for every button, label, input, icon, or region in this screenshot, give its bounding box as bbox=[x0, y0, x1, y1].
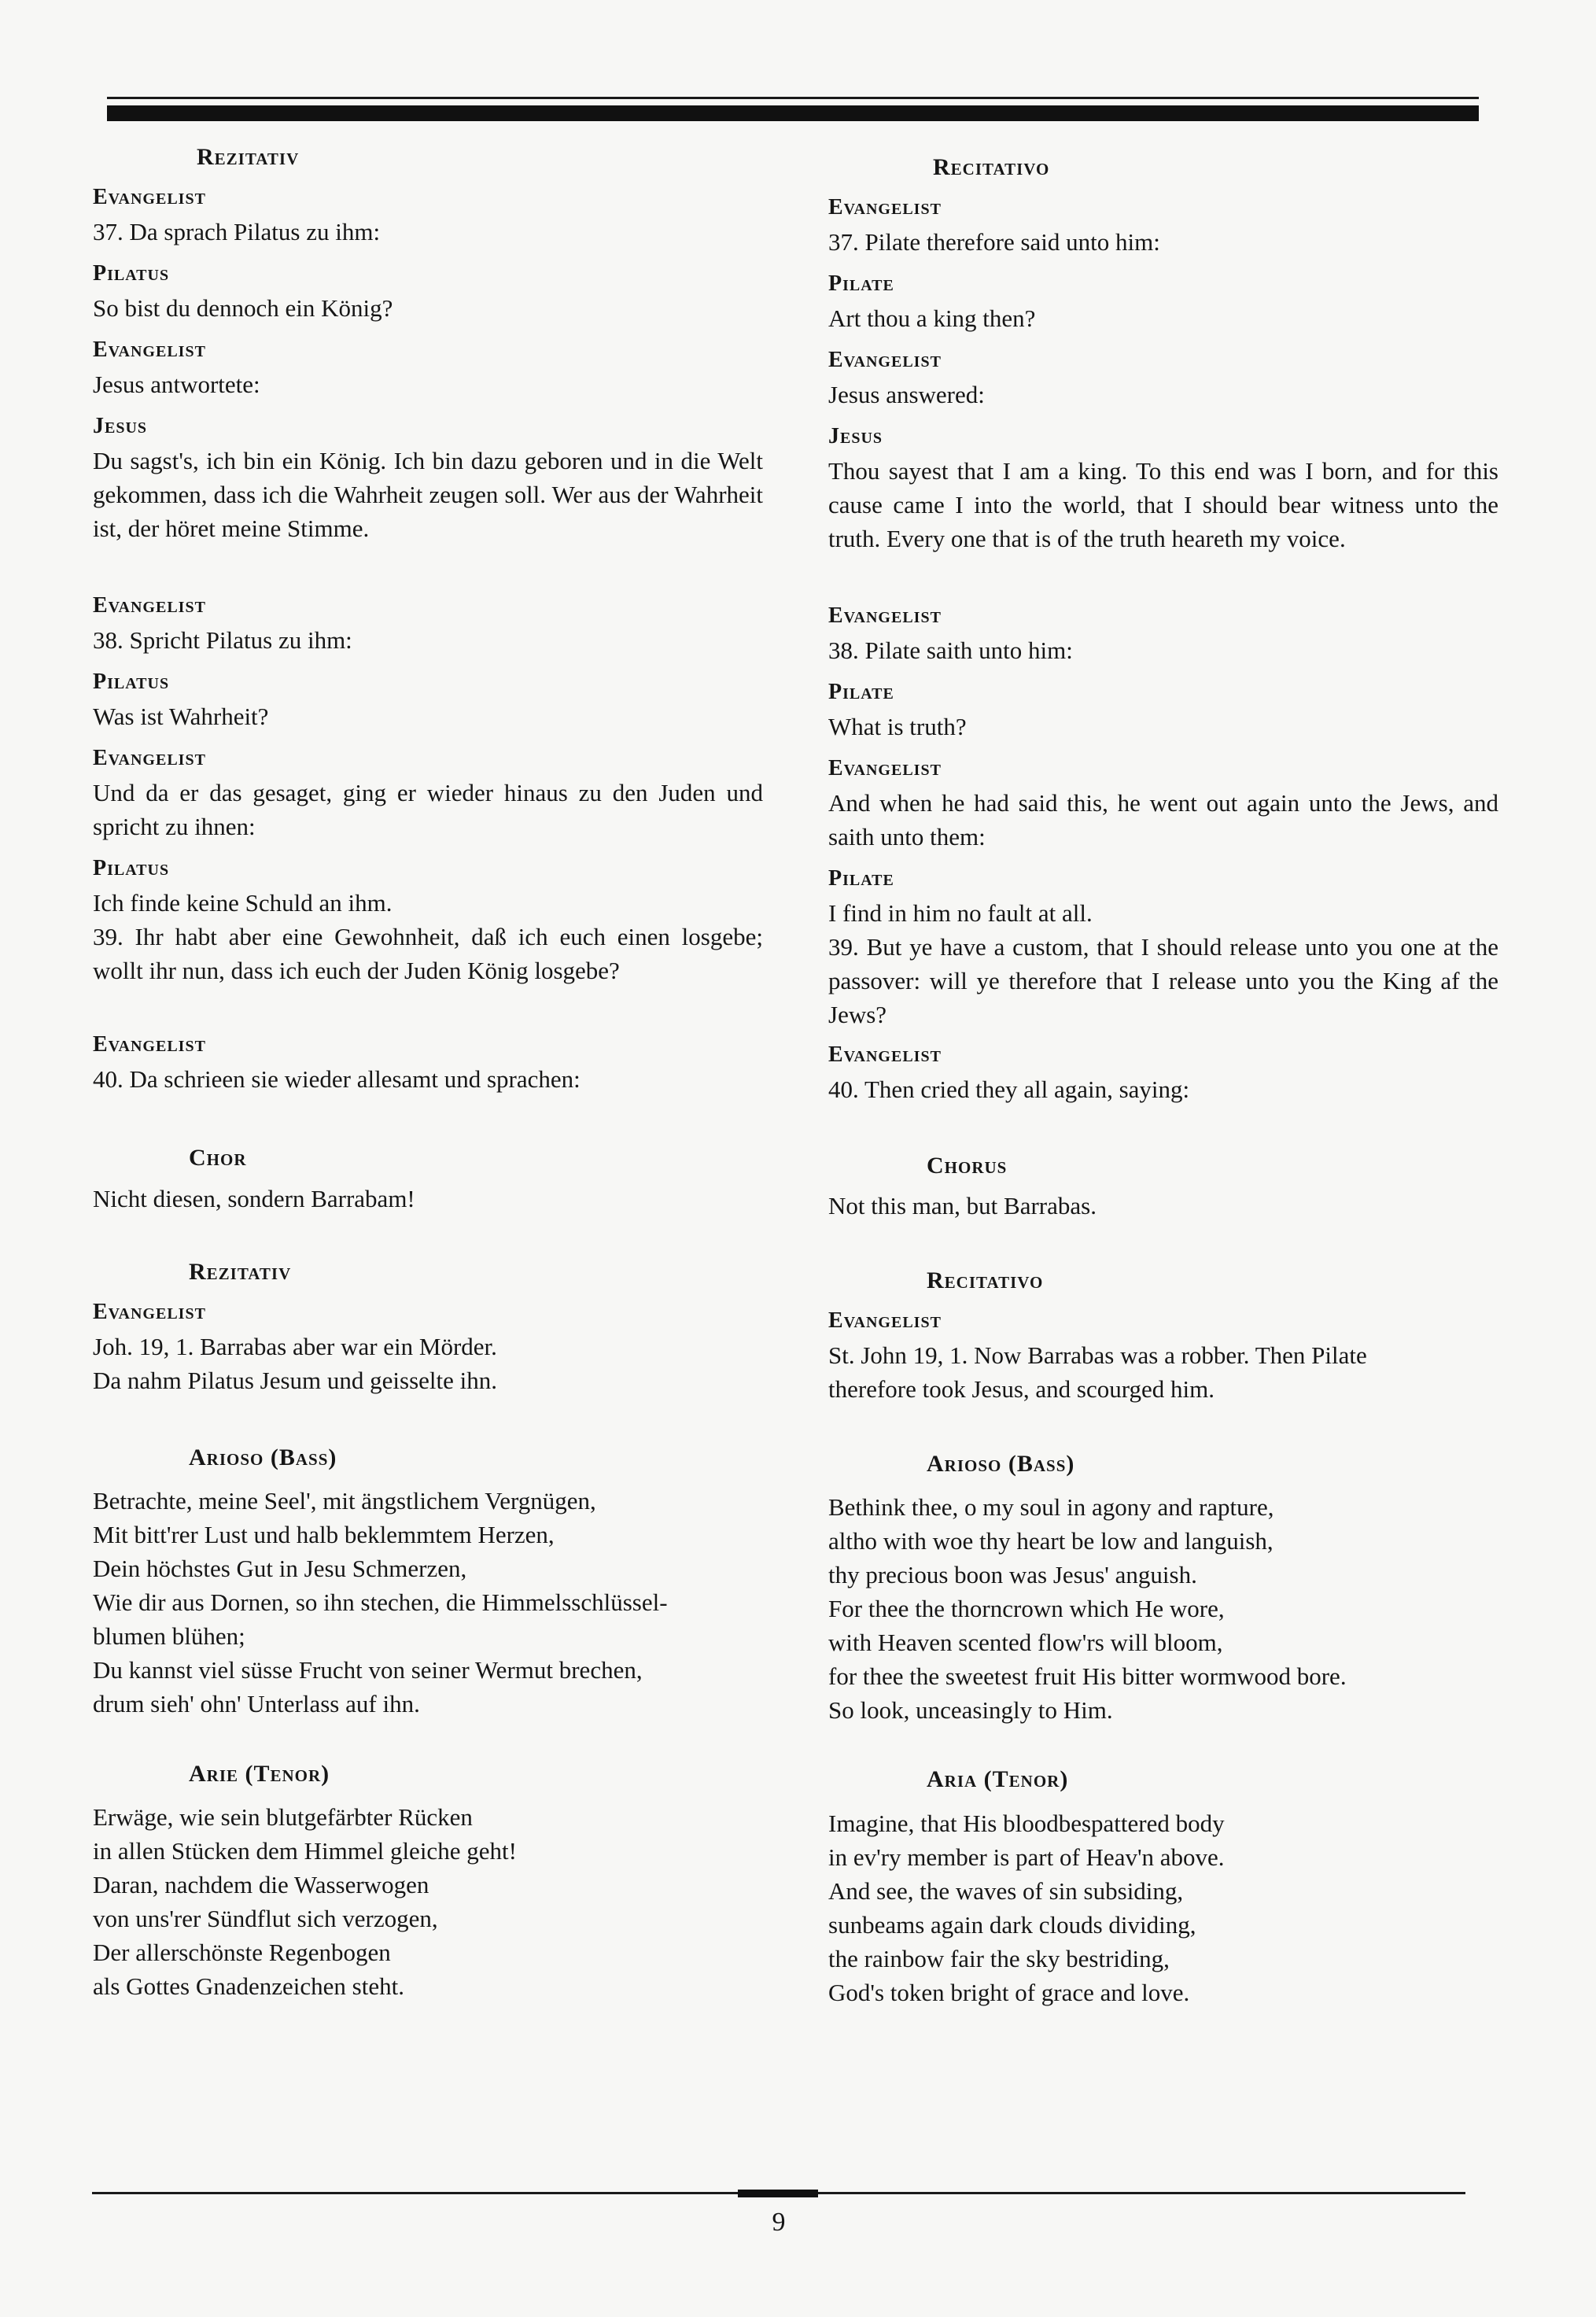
verse-text: 37. Pilate therefore said unto him: bbox=[828, 228, 1160, 256]
chorus-text: Not this man, but Barrabas. bbox=[828, 1192, 1097, 1219]
verse-text: 38. Pilate saith unto him: bbox=[828, 636, 1073, 664]
poem-line: For thee the thorncrown which He wore, bbox=[828, 1595, 1225, 1622]
dialogue-block bbox=[828, 270, 1498, 335]
speaker-label: Evangelist bbox=[828, 756, 942, 780]
poem bbox=[828, 1806, 1498, 2009]
section-heading: Arie (Tenor) bbox=[189, 1761, 330, 1787]
dialogue-block bbox=[828, 1307, 1498, 1406]
verse-text: Ich finde keine Schuld an ihm. bbox=[93, 889, 393, 917]
poem-line: So look, unceasingly to Him. bbox=[828, 1696, 1113, 1724]
poem-line: God's token bright of grace and love. bbox=[828, 1979, 1190, 2006]
dialogue-block bbox=[828, 755, 1498, 854]
poem-line: Erwäge, wie sein blutgefärbter Rücken bbox=[93, 1803, 473, 1831]
speaker-label: Evangelist bbox=[828, 348, 942, 372]
poem-line: with Heaven scented flow'rs will bloom, bbox=[828, 1629, 1223, 1656]
section-heading: Chor bbox=[189, 1145, 247, 1171]
bottom-rule-mark bbox=[738, 2190, 818, 2197]
verse-text: Thou sayest that I am a king. To this end was I born, and for this cause came I into the world, that I should bear witness unto the truth. Every one that is of the truth heareth my voice. bbox=[828, 457, 1498, 552]
dialogue-block bbox=[828, 865, 1498, 1031]
speaker-label: Evangelist bbox=[93, 593, 206, 618]
section-heading: Arioso (Bass) bbox=[927, 1451, 1075, 1477]
speaker-label: Jesus bbox=[93, 414, 148, 438]
verse-line: therefore took Jesus, and scourged him. bbox=[828, 1375, 1215, 1403]
verse-text: And when he had said this, he went out again unto the Jews, and saith unto them: bbox=[828, 789, 1498, 850]
poem-line: Du kannst viel süsse Frucht von seiner Wermut brechen, bbox=[93, 1656, 643, 1684]
section-heading: Chorus bbox=[927, 1153, 1008, 1179]
poem-line: thy precious boon was Jesus' anguish. bbox=[828, 1561, 1197, 1588]
dialogue-block bbox=[828, 602, 1498, 667]
poem-line: Wie dir aus Dornen, so ihn stechen, die Himmelsschlüssel- bbox=[93, 1588, 668, 1616]
poem-line: Bethink thee, o my soul in agony and rapture, bbox=[828, 1493, 1274, 1521]
dialogue-block bbox=[93, 592, 763, 657]
verse-line: St. John 19, 1. Now Barrabas was a robber. Then Pilate bbox=[828, 1341, 1367, 1369]
top-rule-thin bbox=[107, 97, 1479, 99]
speaker-label: Pilate bbox=[828, 866, 894, 891]
verse-text: Und da er das gesaget, ging er wieder hinaus zu den Juden und spricht zu ihnen: bbox=[93, 779, 763, 840]
speaker-label: Evangelist bbox=[93, 1300, 206, 1324]
dialogue-block bbox=[93, 1298, 763, 1397]
poem bbox=[93, 1484, 763, 1721]
chorus-text: Nicht diesen, sondern Barrabam! bbox=[93, 1185, 415, 1212]
verse-text: 39. But ye have a custom, that I should release unto you one at the passover: will ye therefore that I release unto you the King af the Jews? bbox=[828, 933, 1498, 1028]
speaker-label: Evangelist bbox=[93, 746, 206, 770]
poem-line: Der allerschönste Regenbogen bbox=[93, 1939, 391, 1966]
dialogue-block bbox=[93, 183, 763, 249]
poem-line: als Gottes Gnadenzeichen steht. bbox=[93, 1972, 404, 2000]
poem-line: for thee the sweetest fruit His bitter wormwood bore. bbox=[828, 1662, 1347, 1690]
speaker-label: Evangelist bbox=[828, 195, 942, 220]
verse-text: 39. Ihr habt aber eine Gewohnheit, daß ich euch einen losgebe; wollt ihr nun, dass ich euch der Juden König losgebe? bbox=[93, 923, 763, 984]
dialogue-block bbox=[93, 412, 763, 545]
speaker-label: Evangelist bbox=[828, 1042, 942, 1067]
speaker-label: Pilate bbox=[828, 680, 894, 704]
poem-line: the rainbow fair the sky bestriding, bbox=[828, 1945, 1170, 1972]
verse-text: 40. Then cried they all again, saying: bbox=[828, 1075, 1190, 1103]
poem-line: in allen Stücken dem Himmel gleiche geht! bbox=[93, 1837, 517, 1865]
verse-text: Was ist Wahrheit? bbox=[93, 703, 269, 730]
dialogue-block bbox=[93, 744, 763, 843]
verse-text: Art thou a king then? bbox=[828, 304, 1036, 332]
poem-line: Dein höchstes Gut in Jesu Schmerzen, bbox=[93, 1555, 467, 1582]
verse-text: What is truth? bbox=[828, 713, 967, 740]
poem-line: Mit bitt'rer Lust und halb beklemmtem Herzen, bbox=[93, 1521, 555, 1548]
poem-line: von uns'rer Sündflut sich verzogen, bbox=[93, 1905, 438, 1932]
poem-line: Imagine, that His bloodbespattered body bbox=[828, 1810, 1225, 1837]
page-number: 9 bbox=[772, 2208, 786, 2237]
speaker-label: Pilate bbox=[828, 271, 894, 296]
dialogue-block bbox=[828, 678, 1498, 743]
verse-text: 38. Spricht Pilatus zu ihm: bbox=[93, 626, 352, 654]
poem-line: Daran, nachdem die Wasserwogen bbox=[93, 1871, 429, 1898]
dialogue-block bbox=[828, 422, 1498, 555]
verse-text: So bist du dennoch ein König? bbox=[93, 294, 393, 322]
verse-text: 40. Da schrieen sie wieder allesamt und sprachen: bbox=[93, 1065, 581, 1093]
top-rule-thick bbox=[107, 105, 1479, 121]
speaker-label: Pilatus bbox=[93, 856, 170, 880]
dialogue-block bbox=[828, 346, 1498, 411]
section-heading: Recitativo bbox=[927, 1267, 1044, 1293]
dialogue-block bbox=[93, 336, 763, 401]
poem-line: Betrachte, meine Seel', mit ängstlichem Vergnügen, bbox=[93, 1487, 596, 1515]
speaker-label: Pilatus bbox=[93, 261, 170, 286]
section-heading: Recitativo bbox=[933, 154, 1050, 180]
dialogue-block bbox=[828, 194, 1498, 259]
verse-text: 37. Da sprach Pilatus zu ihm: bbox=[93, 218, 381, 245]
verse-line: Joh. 19, 1. Barrabas aber war ein Mörder. bbox=[93, 1333, 497, 1360]
poem-line: altho with woe thy heart be low and languish, bbox=[828, 1527, 1273, 1555]
section-heading: Rezitativ bbox=[197, 144, 300, 170]
section-heading: Arioso (Bass) bbox=[189, 1444, 337, 1470]
poem bbox=[828, 1490, 1498, 1727]
poem-line: blumen blühen; bbox=[93, 1622, 245, 1650]
speaker-label: Evangelist bbox=[93, 1032, 206, 1057]
speaker-label: Evangelist bbox=[93, 338, 206, 362]
poem-line: sunbeams again dark clouds dividing, bbox=[828, 1911, 1196, 1939]
verse-text: Du sagst's, ich bin ein König. Ich bin dazu geboren und in die Welt gekommen, dass ich die Wahrheit zeugen soll. Wer aus der Wahrheit ist, der höret meine Stimme. bbox=[93, 447, 763, 542]
dialogue-block bbox=[93, 854, 763, 987]
verse-text: Jesus answered: bbox=[828, 381, 985, 408]
speaker-label: Evangelist bbox=[93, 185, 206, 209]
dialogue-block bbox=[93, 1031, 763, 1096]
speaker-label: Pilatus bbox=[93, 670, 170, 694]
dialogue-block bbox=[828, 1041, 1498, 1106]
speaker-label: Evangelist bbox=[828, 603, 942, 628]
verse-text: I find in him no fault at all. bbox=[828, 899, 1093, 927]
section-heading: Rezitativ bbox=[189, 1259, 292, 1285]
section-heading: Aria (Tenor) bbox=[927, 1766, 1069, 1792]
poem-line: in ev'ry member is part of Heav'n above. bbox=[828, 1843, 1225, 1871]
poem-line: And see, the waves of sin subsiding, bbox=[828, 1877, 1184, 1905]
speaker-label: Evangelist bbox=[828, 1308, 942, 1333]
speaker-label: Jesus bbox=[828, 424, 883, 448]
poem bbox=[93, 1800, 763, 2003]
verse-line: Da nahm Pilatus Jesum und geisselte ihn. bbox=[93, 1367, 498, 1394]
poem-line: drum sieh' ohn' Unterlass auf ihn. bbox=[93, 1690, 420, 1717]
verse-text: Jesus antwortete: bbox=[93, 371, 260, 398]
dialogue-block bbox=[93, 260, 763, 325]
dialogue-block bbox=[93, 668, 763, 733]
